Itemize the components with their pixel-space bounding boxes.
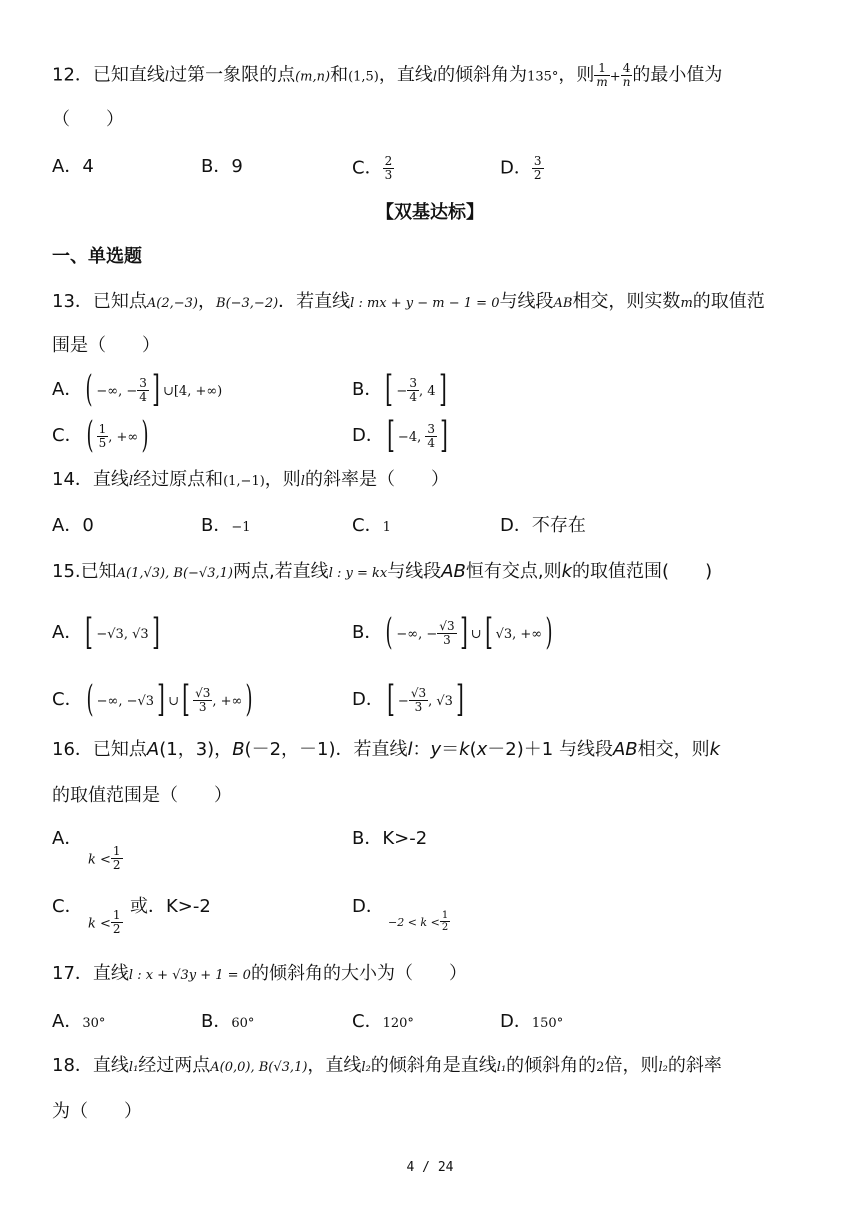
option-a: A．4	[52, 156, 94, 177]
fraction: $\frac{4}{n}$	[622, 61, 631, 89]
option-a: A．	[52, 828, 83, 849]
question-number: 14．	[52, 469, 93, 490]
option-a: A．[ −√3, √3]	[52, 612, 160, 653]
option-b: B．60°	[201, 1011, 255, 1032]
option-d: D．[ − $\frac{√3}{3}$ , √3]	[352, 679, 464, 720]
option-b: B．−1	[201, 515, 251, 536]
option-c: C．( −∞, −√3] ∪[ $\frac{√3}{3}$ , +∞)	[52, 679, 253, 720]
option-a-expr: k < $\frac{1}{2}$	[88, 844, 121, 872]
option-c-expr: k < $\frac{1}{2}$	[88, 908, 121, 936]
page-number: 4 / 24	[406, 1160, 454, 1175]
question-18: 18．直线l₁经过两点A(0,0), B(√3,1)，直线l₂的倾斜角是直线l₁的倾斜角的2倍，则l₂的斜率	[52, 1055, 722, 1076]
option-d: D．不存在	[500, 515, 586, 536]
option-c: C．1	[352, 515, 391, 536]
question-number: 17．	[52, 963, 93, 984]
option-d: D．150°	[500, 1011, 564, 1032]
question-16-cont: 的取值范围是（ ）	[52, 785, 232, 806]
question-13-cont: 围是（ ）	[52, 335, 160, 356]
section-title: 【双基达标】	[376, 202, 484, 223]
subsection-title: 一、单选题	[52, 246, 142, 267]
question-number: 13．	[52, 291, 93, 312]
option-b: B．9	[201, 156, 243, 177]
option-d: D． $\frac{3}{2}$	[500, 154, 542, 182]
option-c-tail: 或．K>-2	[130, 896, 211, 917]
option-a: A．( −∞, − $\frac{3}{4}$ ] ∪[4, +∞)	[52, 369, 223, 410]
question-number: 18．	[52, 1055, 93, 1076]
question-number: 12．	[52, 64, 93, 86]
option-c: C．120°	[352, 1011, 414, 1032]
answer-paren: （ ）	[52, 109, 124, 130]
option-d: D．[ −4, $\frac{3}{4}$ ]	[352, 415, 448, 456]
option-d-expr: −2 < k < $\frac{1}{2}$	[388, 909, 449, 933]
question-17: 17．直线l : x + √3y + 1 = 0的倾斜角的大小为（ ）	[52, 963, 467, 984]
option-d: D．	[352, 896, 384, 917]
option-c: C． $\frac{2}{3}$	[352, 154, 393, 182]
question-12: 12．已知直线l过第一象限的点(m,n)和(1,5)，直线l的倾斜角为135°，则 $\frac{1}{m}$ + $\frac{4}{n}$ 的最小值为	[52, 61, 723, 89]
question-18-cont: 为（ ）	[52, 1101, 142, 1122]
question-number: 16．	[52, 739, 93, 760]
question-15: 15.已知A(1,√3), B(−√3,1)两点,若直线l : y = kx与线段AB恒有交点,则k的取值范围( )	[52, 561, 713, 582]
option-c: C．( $\frac{1}{5}$ , +∞)	[52, 415, 149, 456]
option-b: B．K>-2	[352, 828, 428, 849]
question-16: 16．已知点A(1，3)，B(－2，－1)．若直线l：y＝k(x－2)＋1 与线段AB相交，则k	[52, 739, 721, 760]
question-14: 14．直线l经过原点和(1,−1)，则l的斜率是（ ）	[52, 469, 449, 490]
option-a: A．30°	[52, 1011, 106, 1032]
option-b: B．[ − $\frac{3}{4}$ , 4]	[352, 369, 447, 410]
option-c: C．	[52, 896, 83, 917]
question-number: 15.	[52, 561, 81, 582]
question-13: 13．已知点A(2,−3)，B(−3,−2)．若直线l : mx + y − m − 1 = 0与线段AB相交，则实数m的取值范	[52, 291, 765, 312]
option-a: A．0	[52, 515, 94, 536]
option-b: B．( −∞, − $\frac{√3}{3}$ ] ∪[ √3, +∞)	[352, 612, 553, 653]
fraction: $\frac{1}{m}$	[596, 61, 608, 89]
